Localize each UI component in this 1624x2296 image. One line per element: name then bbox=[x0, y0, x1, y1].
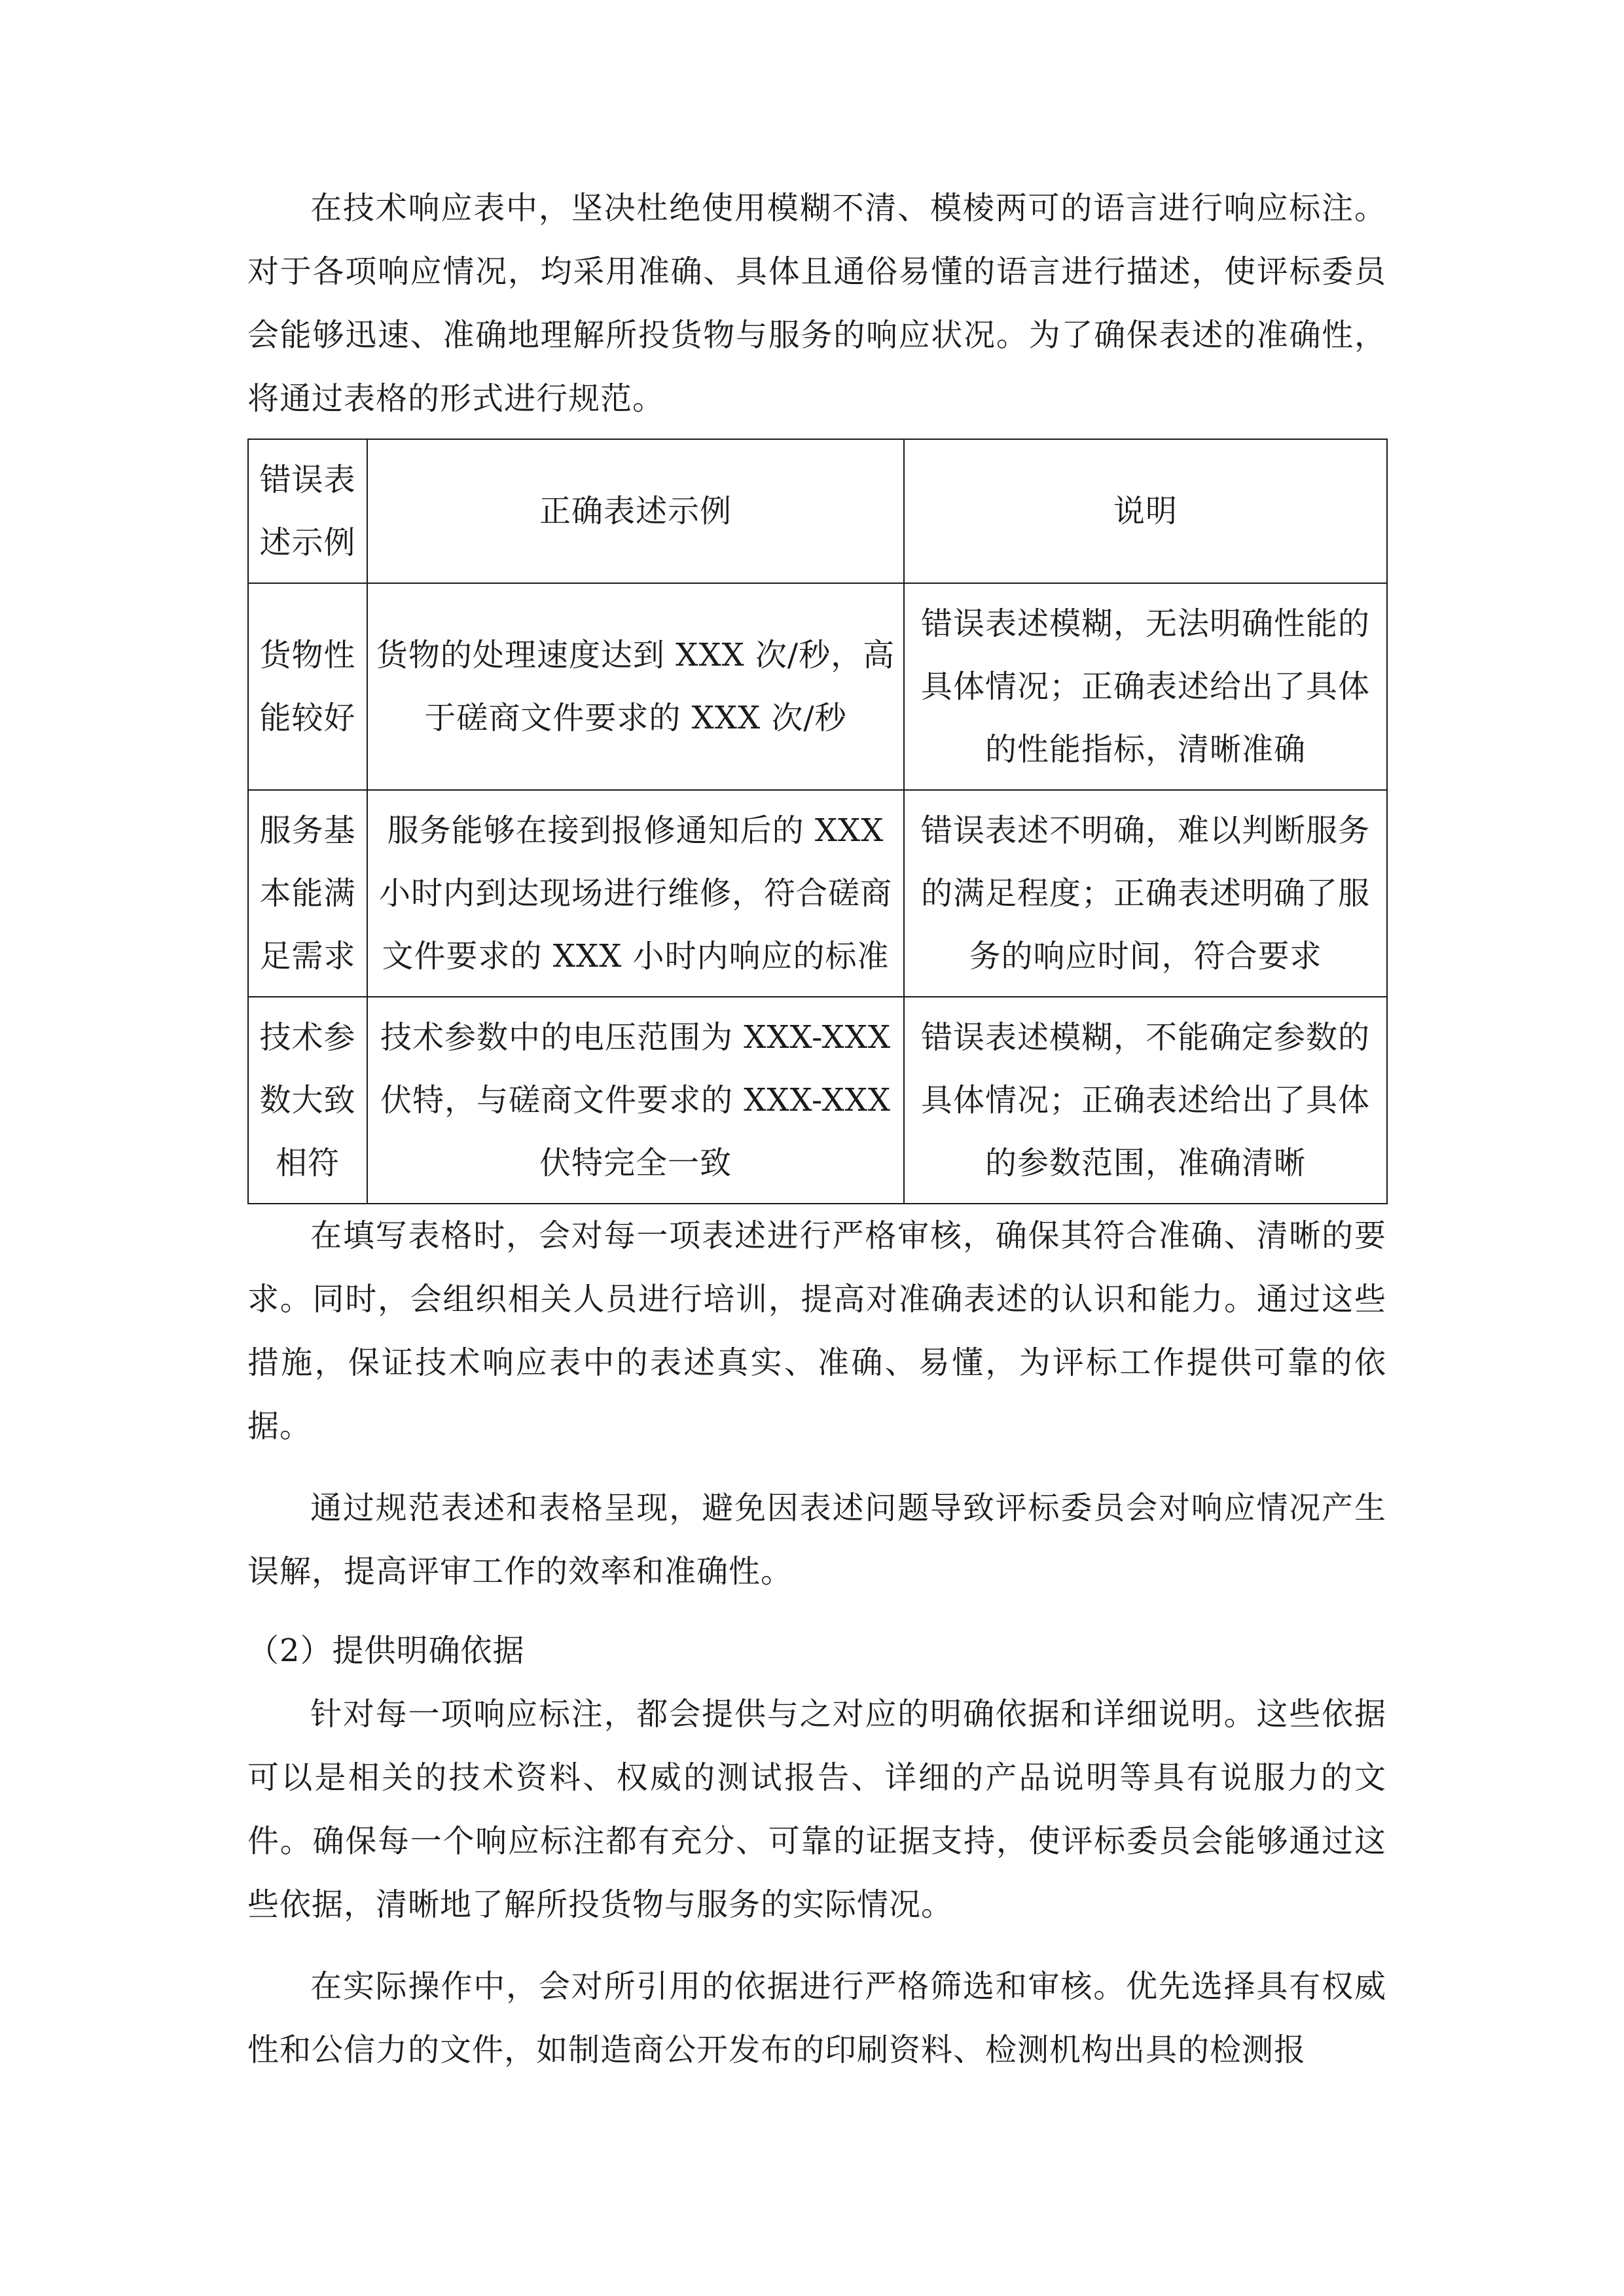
cell-correct: 服务能够在接到报修通知后的 XXX 小时内到达现场进行维修，符合磋商文件要求的 XXX 小时内响应的标准 bbox=[367, 790, 904, 997]
operation-paragraph: 在实际操作中，会对所引用的依据进行严格筛选和审核。优先选择具有权威性和公信力的文件，如制造商公开发布的印刷资料、检测机构出具的检测报 bbox=[247, 1968, 1386, 2068]
review-paragraph: 在填写表格时，会对每一项表述进行严格审核，确保其符合准确、清晰的要求。同时，会组织相关人员进行培训，提高对准确表述的认识和能力。通过这些措施，保证技术响应表中的表述真实、准确、易懂，为评标工作提供可靠的依据。 bbox=[247, 1217, 1386, 1444]
cell-note: 错误表述不明确，难以判断服务的满足程度；正确表述明确了服务的响应时间，符合要求 bbox=[904, 790, 1387, 997]
header-correct-example: 正确表述示例 bbox=[367, 439, 904, 583]
summary-paragraph: 通过规范表述和表格呈现，避免因表述问题导致评标委员会对响应情况产生误解，提高评审工作的效率和准确性。 bbox=[247, 1490, 1386, 1590]
cell-note: 错误表述模糊，无法明确性能的具体情况；正确表述给出了具体的性能指标，清晰准确 bbox=[904, 583, 1387, 790]
header-note: 说明 bbox=[904, 439, 1387, 583]
cell-wrong: 货物性能较好 bbox=[248, 583, 367, 790]
table-header-row bbox=[248, 439, 1387, 583]
section-heading: （2）提供明确依据 bbox=[247, 1632, 525, 1669]
cell-wrong: 服务基本能满足需求 bbox=[248, 790, 367, 997]
cell-wrong: 技术参数大致相符 bbox=[248, 997, 367, 1204]
response-table bbox=[247, 439, 1388, 1204]
table-row bbox=[248, 790, 1387, 997]
cell-correct: 技术参数中的电压范围为 XXX-XXX 伏特，与磋商文件要求的 XXX-XXX 伏特完全一致 bbox=[367, 997, 904, 1204]
cell-correct: 货物的处理速度达到 XXX 次/秒，高于磋商文件要求的 XXX 次/秒 bbox=[367, 583, 904, 790]
header-wrong-example: 错误表述示例 bbox=[248, 439, 367, 583]
intro-paragraph: 在技术响应表中，坚决杜绝使用模糊不清、模棱两可的语言进行响应标注。对于各项响应情况，均采用准确、具体且通俗易懂的语言进行描述，使评标委员会能够迅速、准确地理解所投货物与服务的响应状况。为了确保表述的准确性，将通过表格的形式进行规范。 bbox=[247, 190, 1386, 417]
table-row bbox=[248, 997, 1387, 1204]
table-row bbox=[248, 583, 1387, 790]
document-page bbox=[247, 177, 1386, 2082]
cell-note: 错误表述模糊，不能确定参数的具体情况；正确表述给出了具体的参数范围，准确清晰 bbox=[904, 997, 1387, 1204]
basis-paragraph: 针对每一项响应标注，都会提供与之对应的明确依据和详细说明。这些依据可以是相关的技术资料、权威的测试报告、详细的产品说明等具有说服力的文件。确保每一个响应标注都有充分、可靠的证据支持，使评标委员会能够通过这些依据，清晰地了解所投货物与服务的实际情况。 bbox=[247, 1696, 1386, 1923]
